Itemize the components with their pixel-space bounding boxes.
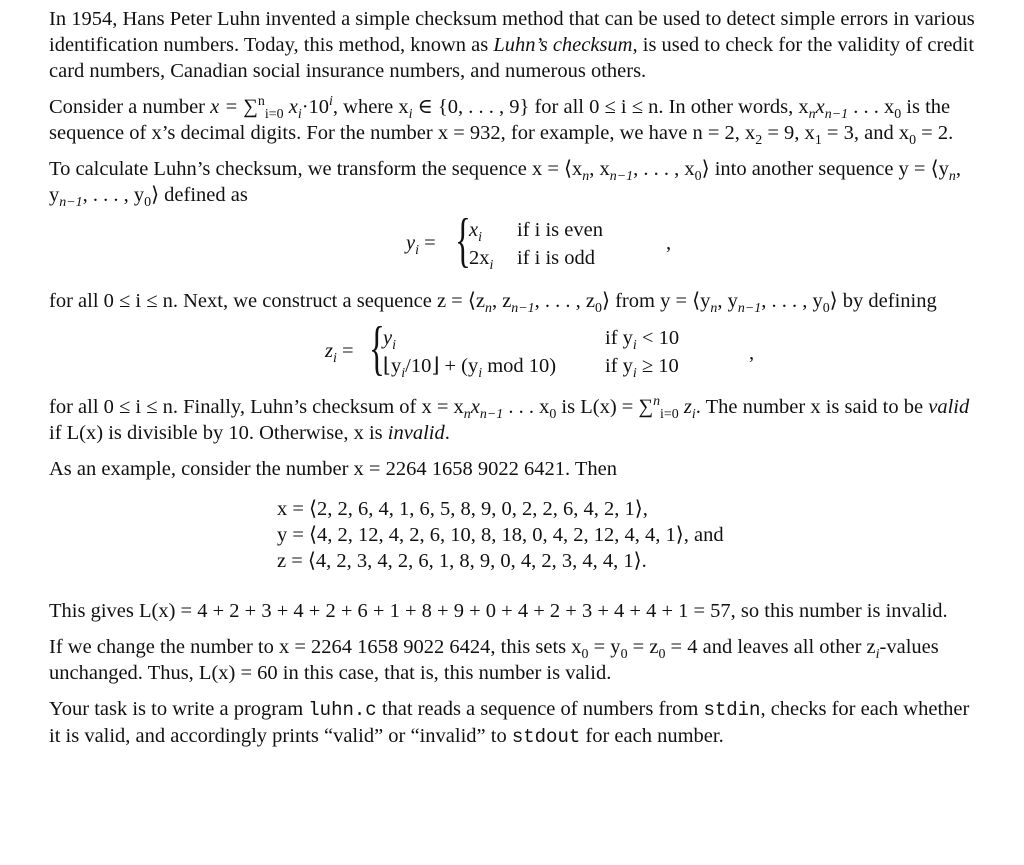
x-sequence: x = ⟨2, 2, 6, 4, 1, 6, 5, 8, 9, 0, 2, 2, 6, 4, 2, 1⟩, [277,498,648,520]
sum-lower: i=0 [660,407,679,423]
sep-text: , . . . , y [761,290,823,312]
sub-n1: n−1 [737,301,762,317]
trailing-comma: , [666,232,672,254]
digit-set-text: ∈ {0, . . . , 9} for all 0 ≤ i ≤ n. In other words, x [412,96,809,118]
checksum-def: is L(x) = ∑ [556,396,654,418]
z-lhs [325,340,354,367]
sub-n: n [948,169,956,185]
z-cases [383,324,556,380]
z-conditions [605,324,679,380]
sum-upper: n [653,394,661,410]
z-mid-text: ⟩ from y = ⟨y [601,290,711,312]
change-eq: = z [627,636,659,658]
sub-n: n [484,301,492,317]
sub-i: i [478,230,482,246]
sep-text: , x [589,158,610,180]
sub-n: n [710,301,718,317]
y-sequence: y = ⟨4, 2, 12, 4, 2, 6, 10, 8, 18, 0, 4, 2, 12, 4, 4, 1⟩, and [277,524,724,546]
case-value: y [383,327,393,349]
sub-n1: n−1 [824,107,849,123]
sub-i: i [691,407,696,423]
case-value-mid: /10⌋ + (y [405,355,479,377]
sub-0: 0 [144,195,152,211]
sub-0: 0 [549,407,557,423]
sum-term: x [283,96,298,118]
z-var: z [325,340,333,362]
y-conditions [517,216,603,272]
equals-sign: = [336,340,354,362]
digits-paragraph [49,94,985,149]
exp-i: i [329,94,333,110]
dots-text: . . . x [503,396,550,418]
trailing-comma: , [749,342,755,364]
y-definition-equation [49,207,985,278]
stdin-code: stdin [703,699,761,721]
sub-2: 2 [755,133,763,149]
sub-0: 0 [658,647,666,663]
cond-text-end: ≥ 10 [636,355,679,377]
condition-ge [605,352,679,380]
sub-1: 1 [814,133,822,149]
y-var: y [406,232,416,254]
transform-mid-text: ⟩ into another sequence y = ⟨y [701,158,949,180]
sum-paragraph: This gives L(x) = 4 + 2 + 3 + 4 + 2 + 6 + 1 + 8 + 9 + 0 + 4 + 2 + 3 + 4 + 4 + 1 = 57, so this number is invalid. [49,600,948,622]
value-text: = 9, x [762,122,815,144]
intro-text: In 1954, Hans Peter Luhn invented a simple checksum method that can be used to detect simple errors in various identification numbers. Today, this method, known as [49,8,975,56]
sep-text: , . . . , z [534,290,595,312]
power-ten: ·10 [301,96,330,118]
sub-0: 0 [620,647,628,663]
change-text: If we change the number to x = 2264 1658 9022 6424, this sets x [49,636,582,658]
sub-n: n [463,407,471,423]
sep-text: , . . . , x [633,158,695,180]
sub-i: i [489,258,494,274]
sub-0: 0 [909,133,917,149]
z-end-text: ⟩ by defining [829,290,937,312]
cond-text: if y [605,355,633,377]
condition-lt [605,324,679,352]
sub-n1: n−1 [609,169,634,185]
y-lhs [406,232,436,259]
final-paragraph [49,394,985,446]
case-value-end: mod 10) [482,355,557,377]
task-text: Your task is to write a program [49,698,309,720]
sub-n1: n−1 [511,301,535,317]
left-brace: { [369,315,385,381]
task-paragraph [49,696,985,750]
case-value: 2x [469,247,490,269]
digits-lead: Consider a number [49,96,211,118]
sub-i: i [478,366,483,382]
change-eq: = y [588,636,621,658]
sub-0: 0 [894,107,902,123]
sep-text: , . . . , y [82,184,145,206]
task-text-end: for each number. [580,725,724,747]
sum-upper: n [257,94,265,110]
sub-0: 0 [595,301,602,317]
cond-text: if y [605,327,633,349]
z-paragraph [49,288,985,317]
sub-n: n [582,169,590,185]
case-value: x [469,219,479,241]
z-case-small [383,324,556,352]
transform-end-text: ⟩ defined as [151,184,248,206]
invalid-term: invalid [387,422,445,444]
sep-text: , y [717,290,738,312]
filename-code: luhn.c [308,699,377,721]
sub-n: n [808,107,816,123]
example-sequences [49,496,985,574]
equals-sign: = [418,232,436,254]
y-case-odd [469,244,493,272]
transform-text: To calculate Luhn’s checksum, we transform the sequence x = ⟨x [49,158,583,180]
value-text: = 2. [916,122,954,144]
sub-0: 0 [694,169,702,185]
where-text: , where x [332,96,409,118]
digits-example-text: is the sequence of x’s decimal digits. For the number x = 932, for example, we have n = 2, x [49,96,951,144]
z-case-large [383,352,556,380]
x-var: x [815,96,825,118]
case-value: ⌊y [383,355,402,377]
valid-term: valid [928,396,970,418]
sub-i: i [632,338,637,354]
change-end: -values unchanged. Thus, L(x) = 60 in this case, that is, this number is valid. [49,636,939,684]
z-text: for all 0 ≤ i ≤ n. Next, we construct a sequence z = ⟨z [49,290,485,312]
x-definition: x = ∑ [210,96,258,118]
final-mid-text: if L(x) is divisible by 10. Otherwise, x is [49,422,388,444]
sub-0: 0 [581,647,589,663]
stdout-code: stdout [511,726,581,748]
condition-odd: if i is odd [517,247,596,269]
change-paragraph [49,634,985,686]
sub-n1: n−1 [479,407,504,423]
cond-text-end: < 10 [636,327,680,349]
final-end-text: . [444,422,450,444]
example-intro: As an example, consider the number x = 2264 1658 9022 6421. Then [49,458,617,480]
dots-text: . . . x [848,96,895,118]
value-text: = 3, and x [821,122,910,144]
sub-0: 0 [822,301,830,317]
sub-i: i [297,107,302,123]
task-text-mid: that reads a sequence of numbers from [376,698,704,720]
task-text-mid2: , checks for each whether it is valid, and accordingly prints “valid” or “invalid” to [49,698,970,747]
final-text: for all 0 ≤ i ≤ n. Finally, Luhn’s checksum of x = x [49,396,464,418]
z-var: z [678,396,692,418]
sub-i: i [401,366,406,382]
sub-i: i [392,338,396,354]
sub-n1: n−1 [59,195,83,211]
z-definition-equation [49,315,985,384]
sep-text: , z [491,290,512,312]
sub-i: i [875,647,880,663]
sep-text: , y [49,158,961,206]
sub-i: i [632,366,637,382]
luhn-term: Luhn’s checksum, [493,34,638,56]
intro-text-end: is used to check for the validity of credit card numbers, Canadian social insurance numbers, and numerous others. [49,34,975,82]
change-mid: = 4 and leaves all other z [665,636,876,658]
y-cases [469,216,493,272]
z-sequence: z = ⟨4, 2, 3, 4, 2, 6, 1, 8, 9, 0, 4, 2, 3, 4, 4, 1⟩. [277,550,647,572]
sub-i: i [415,243,419,259]
x-var: x [470,396,480,418]
condition-even: if i is even [517,219,603,241]
final-after-text: . The number x is said to be [695,396,929,418]
left-brace: { [455,207,471,273]
sub-i: i [332,351,337,367]
document-page [49,6,985,760]
sub-i: i [408,107,413,123]
y-case-even [469,216,493,244]
intro-paragraph [49,6,985,84]
sum-lower: i=0 [264,107,284,123]
transform-paragraph [49,156,985,211]
